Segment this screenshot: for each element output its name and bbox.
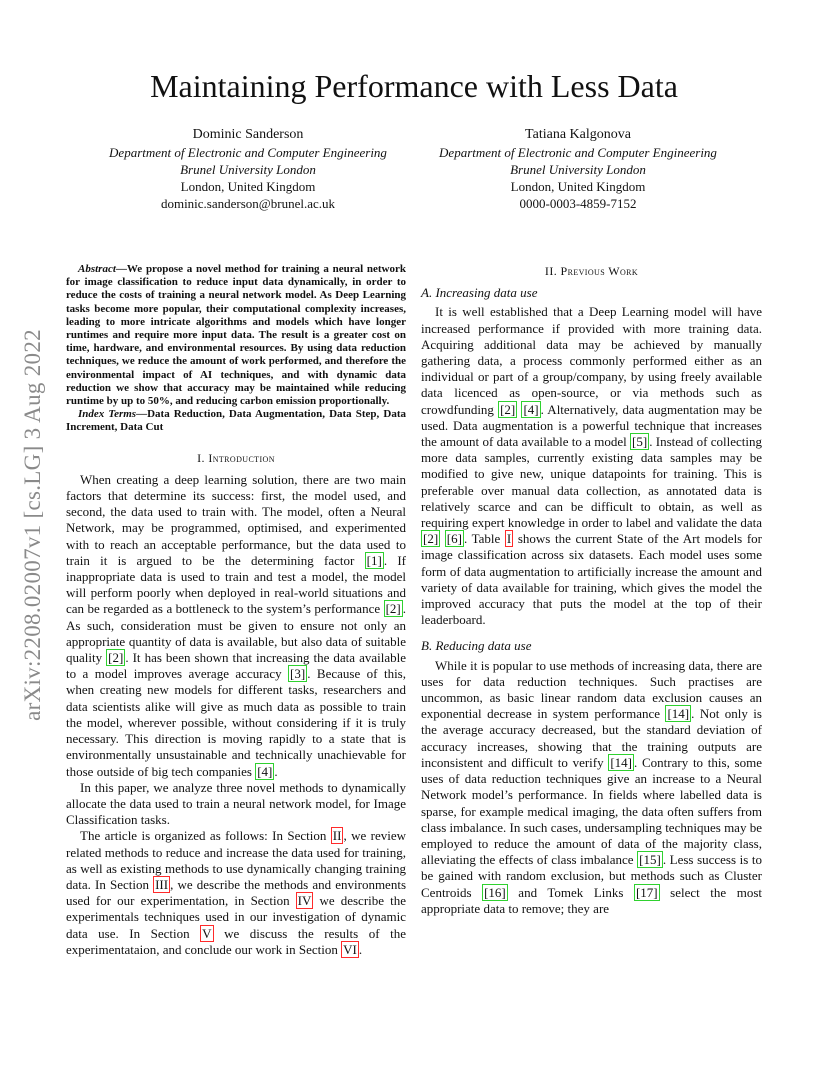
author-location: London, United Kingdom	[510, 179, 646, 194]
citation-link[interactable]: [2]	[423, 531, 439, 547]
section-link[interactable]: III	[155, 876, 169, 892]
author-university: Brunel University London	[180, 162, 316, 177]
increasing-data-paragraph: It is well established that a Deep Learning model will have increased performance if provided with more training data. Acquiring additional data may be achieved by manually gathering data, a process commonly performed either as an individual or part of a group/company, by using freely available data licenced as open-source, or via methods such as crowdfunding [2] [4] . Alternatively, data augmentation may be used. Data augmentation is a powerful technique that increases the amount of data available to a model [5] . Instead of collecting more data samples, currently existing data samples may be modified to give new, unique datapoints for training. This is preferable over manual data collection, as annotated data is relatively scarce and can be difficult to obtain, as well as requiring expert knowledge in order to label and validate the data [2] [6] . Table I shows the current State of the Art models for image classification across six datasets. Each model uses some form of data augmentation to artificially increase the amount and variety of data available for training, which gives the model the improved accuracy that puts the model at the top of their leaderboard.	[421, 304, 763, 628]
intro-paragraph-1: When creating a deep learning solution, there are two main factors that determine its success: first, the model used, and second, the data used to train with. The model, often a Neural Network, may be programmed, optimised, and experimented with to reach an acceptable performance, but the data used to train it is argued to be the determining factor [1] . If inappropriate data is used to train and test a model, the model will perform poorly when deployed in real-world situations and can be regarded as a bottleneck to the system’s performance [2] . As such, consideration must be given to ensure not only an appropriate quantity of data is available, but also data of suitable quality [2] . It has been shown that increasing the data available to a model improves average accuracy [3] . Because of this, when creating new models for different tasks, researchers and data scientists alike will give as much data as possible to train the model, wherever possible, without considering if it is truly necessary. This direction is moving rapidly to a state that is environmentally unsustainable and technically unachievable for those outside of big tech companies [4] .	[66, 471, 406, 779]
section-heading-previous-work: II. Previous Work	[544, 264, 639, 278]
citation-link[interactable]: [14]	[667, 706, 690, 722]
citation-link[interactable]: [4]	[257, 763, 273, 779]
citation-link[interactable]: [15]	[639, 852, 661, 868]
section-link[interactable]: V	[202, 925, 212, 941]
abstract-label: Abstract	[78, 263, 116, 275]
index-terms	[66, 408, 406, 434]
right-column	[421, 263, 762, 917]
author-university: Brunel University London	[510, 162, 646, 177]
citation-link[interactable]: [4]	[523, 401, 539, 417]
author-name: Tatiana Kalgonova	[525, 127, 631, 142]
author-block-2	[418, 126, 738, 212]
author-name: Dominic Sanderson	[192, 127, 304, 142]
section-link[interactable]: VI	[343, 941, 357, 957]
citation-link[interactable]: [2]	[500, 401, 516, 417]
reducing-data-paragraph: While it is popular to use methods of increasing data, there are uses for data reduction techniques. Such practises are uncommon, as basic linear random data exclusion causes an exponential decrease in system performance [14] . Not only is the average accuracy decreased, but the standard deviation of accuracy increases, showing that the training outputs are inconsistent and difficult to verify [14] . Contrary to this, some uses of data reduction techniques give an increase to a Neural Network model’s performance. In fields where labelled data is sparse, for example medical imaging, the data often suffers from class imbalance. In such cases, undersampling techniques may be employed to reduce the amount of data of the majority class, alleviating the effects of class imbalance [15] . Less success is to be gained with random exclusion, but methods such as Cluster Centroids [16] and Tomek Links [17] select the most appropriate data to remove; they are	[421, 657, 762, 916]
index-terms-label: Index Terms	[78, 408, 137, 421]
abstract-text: —We propose a novel method for training a neural network for image classification to reduce input data dynamically, in order to reduce the costs of training a neural network model. As Deep Learning tasks become more popular, their computational complexity increases, leading to more intricate algorithms and models which have longer runtimes and require more input data. The result is a greater cost on time, hardware, and environmental resources. By using data reduction techniques, we reduce the amount of work performed, and therefore the environmental impact of AI techniques, and with dynamic data reduction we show that accuracy may be maintained while reducing runtime by up to 50%, and reducing carbon emission proportionally.	[66, 263, 406, 408]
author-department: Department of Electronic and Computer Engineering	[439, 145, 717, 160]
section-link[interactable]: II	[332, 828, 342, 844]
index-terms-text: —Data Reduction, Data Augmentation, Data Step, Data Increment, Data Cut	[66, 408, 406, 434]
arxiv-identifier-text: arXiv:2208.02007v1 [cs.LG] 3 Aug 2022	[20, 329, 45, 721]
table-link[interactable]: I	[506, 531, 512, 547]
citation-link[interactable]: [16]	[484, 884, 506, 900]
citation-link[interactable]: [3]	[290, 666, 306, 682]
citation-link[interactable]: [5]	[632, 434, 648, 450]
author-block-1	[88, 126, 408, 212]
author-email: dominic.sanderson@brunel.ac.uk	[160, 196, 336, 211]
subsection-heading-increasing-data: A. Increasing data use	[421, 285, 538, 301]
citation-link[interactable]: [14]	[610, 754, 633, 770]
left-column	[66, 263, 406, 958]
paper-title: Maintaining Performance with Less Data	[150, 68, 678, 104]
citation-link[interactable]: [2]	[385, 601, 401, 617]
subsection-heading-reducing-data: B. Reducing data use	[421, 638, 532, 654]
citation-link[interactable]: [2]	[108, 650, 124, 666]
abstract	[66, 263, 406, 408]
section-heading-introduction: I. Introduction	[197, 450, 275, 465]
author-orcid: 0000-0003-4859-7152	[519, 196, 637, 211]
arxiv-identifier	[12, 290, 54, 760]
intro-paragraph-2: In this paper, we analyze three novel methods to dynamically allocate the data used to train a neural network model, for Image Classification tasks.	[66, 779, 406, 828]
intro-paragraph-3: The article is organized as follows: In Section II , we review related methods to reduce and increase the data used for training, as well as existing methods to use dynamically changing training data. In Section III , we describe the methods and environments used for our experimentation, in Section IV we describe the experimentals techniques used in our investigation of dynamic data use. In Section V we discuss the results of the experimentataion, and conclude our work in Section VI .	[66, 828, 407, 957]
section-link[interactable]: IV	[297, 893, 312, 909]
citation-link[interactable]: [1]	[366, 552, 382, 568]
citation-link[interactable]: [6]	[446, 531, 462, 547]
author-location: London, United Kingdom	[180, 179, 316, 194]
citation-link[interactable]: [17]	[635, 884, 658, 900]
author-department: Department of Electronic and Computer Engineering	[109, 145, 387, 160]
